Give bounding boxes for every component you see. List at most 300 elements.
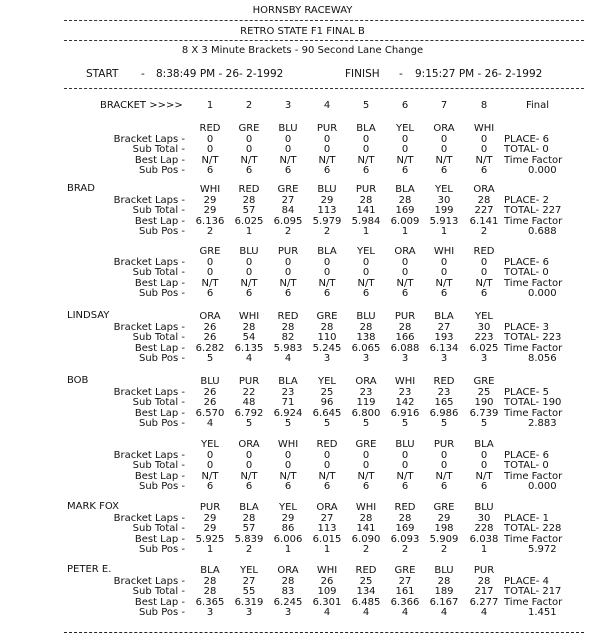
time-factor: 0.688 [528, 226, 557, 238]
event-name: RETRO STATE F1 FINAL B [240, 26, 365, 37]
cell-value: 6 [206, 165, 214, 177]
cell-value: 169 [395, 205, 415, 217]
cell-value: 29 [203, 523, 217, 535]
cell-value: 6.025 [469, 342, 499, 354]
cell-value: 27 [437, 321, 451, 333]
cell-value: 6.800 [351, 407, 381, 419]
lane-color: RED [473, 246, 495, 257]
place: PLACE- 6 [504, 133, 549, 145]
cell-value: 110 [317, 332, 337, 344]
cell-value: 28 [359, 194, 373, 206]
cell-value: 1 [401, 226, 409, 238]
cell-value: 3 [206, 607, 214, 619]
cell-value: 0 [284, 256, 292, 268]
cell-value: 0 [401, 449, 409, 461]
cell-value: 6 [480, 288, 488, 300]
cell-value: 2 [245, 544, 253, 556]
cell-value: 5 [401, 418, 409, 430]
lane-color: GRE [238, 123, 260, 134]
bracket-number: 2 [245, 100, 253, 111]
row-label: Sub Total - [132, 267, 185, 279]
cell-value: 6 [440, 288, 448, 300]
lane-color: ORA [473, 184, 495, 195]
cell-value: 6 [362, 288, 370, 300]
cell-value: 6.095 [273, 215, 303, 227]
report-title: HORNSBY RACEWAY [252, 5, 353, 16]
row-label: Sub Total - [132, 586, 185, 598]
cell-value: 6 [245, 165, 253, 177]
cell-value: 5.925 [195, 533, 225, 545]
lane-color: WHI [355, 502, 377, 513]
cell-value: 0 [323, 133, 331, 145]
cell-value: 6.739 [469, 407, 499, 419]
cell-value: N/T [240, 154, 258, 166]
row-label: Bracket Laps - [113, 194, 185, 206]
cell-value: 2 [206, 226, 214, 238]
cell-value: 4 [245, 353, 253, 365]
cell-value: 6.006 [273, 533, 303, 545]
lane-color: BLU [395, 439, 415, 450]
lane-color: BLA [278, 376, 298, 387]
cell-value: 0 [206, 449, 214, 461]
cell-value: 54 [242, 332, 256, 344]
cell-value: 0 [284, 460, 292, 472]
cell-value: 0 [245, 449, 253, 461]
lane-color: YEL [279, 502, 297, 513]
row-label: Sub Total - [132, 523, 185, 535]
cell-value: 29 [203, 512, 217, 524]
cell-value: 169 [395, 523, 415, 535]
cell-value: 6.365 [195, 596, 225, 608]
cell-value: 166 [395, 332, 415, 344]
lane-color: PUR [316, 123, 338, 134]
cell-value: 6.277 [469, 596, 499, 608]
place: PLACE- 4 [504, 575, 549, 587]
lane-color: RED [355, 565, 377, 576]
lane-color: ORA [238, 439, 260, 450]
cell-value: 0 [245, 256, 253, 268]
cell-value: N/T [240, 470, 258, 482]
cell-value: 109 [317, 586, 337, 598]
cell-value: 0 [362, 133, 370, 145]
cell-value: 29 [320, 194, 334, 206]
row-label: Sub Pos - [138, 165, 185, 177]
total: TOTAL- 0 [504, 267, 549, 279]
lane-color: ORA [199, 311, 221, 322]
lane-color: BLU [278, 123, 298, 134]
cell-value: 6 [401, 165, 409, 177]
cell-value: 5.984 [351, 215, 381, 227]
cell-value: 2 [440, 544, 448, 556]
time-factor: 5.972 [528, 544, 557, 556]
cell-value: 0 [323, 460, 331, 472]
place: PLACE- 2 [504, 194, 549, 206]
cell-value: 6 [401, 481, 409, 493]
row-label: Best Lap - [134, 342, 185, 354]
cell-value: N/T [357, 470, 375, 482]
cell-value: 2 [323, 226, 331, 238]
lane-color: ORA [394, 246, 416, 257]
cell-value: 71 [281, 397, 295, 409]
final-header: Final [526, 100, 550, 111]
cell-value: 28 [203, 586, 217, 598]
cell-value: N/T [357, 277, 375, 289]
cell-value: 30 [477, 321, 491, 333]
total: TOTAL- 190 [504, 397, 562, 409]
cell-value: 0 [401, 133, 409, 145]
row-label: Sub Pos - [138, 418, 185, 430]
cell-value: 0 [440, 133, 448, 145]
row-label: Sub Pos - [138, 607, 185, 619]
cell-value: 0 [440, 267, 448, 279]
driver-name: PETER E. [67, 564, 112, 575]
cell-value: 0 [284, 449, 292, 461]
cell-value: 141 [356, 205, 376, 217]
divider [64, 20, 584, 21]
total: TOTAL- 217 [504, 586, 562, 598]
cell-value: 1 [323, 544, 331, 556]
cell-value: 5 [480, 418, 488, 430]
cell-value: 28 [398, 512, 412, 524]
lane-color: BLU [356, 311, 376, 322]
row-label: Sub Pos - [138, 544, 185, 556]
lane-color: YEL [475, 311, 493, 322]
bracket-number: 1 [206, 100, 214, 111]
cell-value: 0 [480, 449, 488, 461]
total: TOTAL- 228 [504, 523, 562, 535]
bracket-number: 5 [362, 100, 370, 111]
lane-color: PUR [433, 439, 455, 450]
cell-value: 28 [477, 575, 491, 587]
place: PLACE- 5 [504, 386, 549, 398]
time-factor: 2.883 [528, 418, 557, 430]
cell-value: 0 [284, 144, 292, 156]
time-factor: 0.000 [528, 165, 557, 177]
cell-value: 6 [480, 481, 488, 493]
cell-value: 0 [362, 267, 370, 279]
cell-value: 0 [440, 256, 448, 268]
cell-value: 30 [437, 194, 451, 206]
total: TOTAL- 0 [504, 460, 549, 472]
row-label: Bracket Laps - [113, 321, 185, 333]
cell-value: 28 [242, 194, 256, 206]
place: PLACE- 1 [504, 512, 549, 524]
cell-value: N/T [318, 154, 336, 166]
cell-value: 0 [362, 256, 370, 268]
cell-value: 28 [437, 575, 451, 587]
start-label: START [86, 68, 119, 80]
lane-color: RED [316, 439, 338, 450]
cell-value: 0 [440, 144, 448, 156]
lane-color: GRE [433, 502, 455, 513]
cell-value: 25 [320, 386, 334, 398]
row-label: Sub Pos - [138, 288, 185, 300]
cell-value: 57 [242, 205, 256, 217]
row-label: Sub Pos - [138, 353, 185, 365]
cell-value: 0 [206, 133, 214, 145]
cell-value: 82 [281, 332, 295, 344]
lane-color: YEL [201, 439, 219, 450]
start-dash: - [141, 68, 145, 80]
cell-value: 4 [480, 607, 488, 619]
cell-value: 6 [362, 481, 370, 493]
cell-value: 223 [474, 332, 494, 344]
time-factor-label: Time Factor [504, 215, 563, 227]
cell-value: 5.983 [273, 342, 303, 354]
cell-value: 3 [401, 353, 409, 365]
lane-color: BLU [200, 376, 220, 387]
cell-value: 6 [284, 481, 292, 493]
cell-value: 28 [281, 575, 295, 587]
lane-color: BLA [317, 246, 337, 257]
cell-value: 6 [323, 288, 331, 300]
cell-value: 0 [245, 267, 253, 279]
lane-color: BLA [200, 565, 220, 576]
cell-value: 6 [206, 481, 214, 493]
cell-value: 27 [242, 575, 256, 587]
cell-value: 4 [323, 607, 331, 619]
time-factor-label: Time Factor [504, 407, 563, 419]
cell-value: 6.924 [273, 407, 303, 419]
time-factor-label: Time Factor [504, 596, 563, 608]
cell-value: 2 [480, 226, 488, 238]
cell-value: 0 [245, 460, 253, 472]
cell-value: 2 [401, 544, 409, 556]
cell-value: N/T [435, 154, 453, 166]
cell-value: 6.065 [351, 342, 381, 354]
cell-value: 4 [440, 607, 448, 619]
cell-value: N/T [318, 277, 336, 289]
cell-value: 3 [323, 353, 331, 365]
lane-color: BLU [434, 565, 454, 576]
lane-color: WHI [473, 123, 495, 134]
lane-color: WHI [394, 376, 416, 387]
bracket-number: 8 [480, 100, 488, 111]
cell-value: 3 [284, 607, 292, 619]
cell-value: 26 [203, 386, 217, 398]
cell-value: 190 [474, 397, 494, 409]
row-label: Best Lap - [134, 154, 185, 166]
divider [64, 632, 584, 633]
cell-value: N/T [475, 277, 493, 289]
cell-value: 5.979 [312, 215, 342, 227]
lane-color: BLU [239, 246, 259, 257]
lane-color: BLA [395, 184, 415, 195]
cell-value: 27 [281, 194, 295, 206]
cell-value: 4 [362, 607, 370, 619]
lane-color: GRE [277, 184, 299, 195]
cell-value: 6.038 [469, 533, 499, 545]
cell-value: 23 [281, 386, 295, 398]
row-label: Best Lap - [134, 215, 185, 227]
cell-value: 6.570 [195, 407, 225, 419]
lane-color: YEL [435, 184, 453, 195]
cell-value: 6 [245, 288, 253, 300]
cell-value: 0 [362, 144, 370, 156]
total: TOTAL- 223 [504, 332, 562, 344]
cell-value: N/T [279, 470, 297, 482]
cell-value: 28 [242, 512, 256, 524]
cell-value: 6.645 [312, 407, 342, 419]
cell-value: 0 [440, 449, 448, 461]
cell-value: 0 [245, 144, 253, 156]
lane-color: RED [433, 376, 455, 387]
cell-value: 6 [440, 481, 448, 493]
cell-value: 6 [362, 165, 370, 177]
row-label: Best Lap - [134, 533, 185, 545]
lane-color: PUR [277, 246, 299, 257]
lane-color: BLA [356, 123, 376, 134]
cell-value: 28 [398, 321, 412, 333]
cell-value: 0 [206, 267, 214, 279]
cell-value: 84 [281, 205, 295, 217]
cell-value: 27 [398, 575, 412, 587]
lane-color: GRE [199, 246, 221, 257]
cell-value: 28 [320, 321, 334, 333]
cell-value: 6.485 [351, 596, 381, 608]
cell-value: 119 [356, 397, 376, 409]
cell-value: 96 [320, 397, 334, 409]
cell-value: 113 [317, 205, 337, 217]
lane-color: RED [199, 123, 221, 134]
cell-value: 6.916 [390, 407, 420, 419]
cell-value: 28 [281, 321, 295, 333]
row-label: Sub Total - [132, 397, 185, 409]
cell-value: 5 [440, 418, 448, 430]
cell-value: N/T [201, 470, 219, 482]
cell-value: N/T [475, 154, 493, 166]
cell-value: 193 [434, 332, 454, 344]
place: PLACE- 3 [504, 321, 549, 333]
cell-value: 26 [203, 397, 217, 409]
cell-value: 0 [206, 256, 214, 268]
lane-color: YEL [357, 246, 375, 257]
finish-label: FINISH [345, 68, 380, 80]
finish-dash: - [399, 68, 403, 80]
cell-value: 4 [206, 418, 214, 430]
cell-value: 5 [245, 418, 253, 430]
cell-value: N/T [240, 277, 258, 289]
cell-value: 6 [323, 481, 331, 493]
lane-color: GRE [355, 439, 377, 450]
cell-value: 29 [281, 512, 295, 524]
cell-value: 1 [245, 226, 253, 238]
cell-value: 26 [203, 321, 217, 333]
cell-value: N/T [318, 470, 336, 482]
cell-value: 0 [362, 449, 370, 461]
cell-value: 25 [359, 575, 373, 587]
lane-color: ORA [355, 376, 377, 387]
cell-value: 0 [401, 144, 409, 156]
cell-value: 6.134 [429, 342, 459, 354]
bracket-number: 6 [401, 100, 409, 111]
cell-value: 6.009 [390, 215, 420, 227]
cell-value: 142 [395, 397, 415, 409]
cell-value: 28 [359, 512, 373, 524]
cell-value: 227 [474, 205, 494, 217]
time-factor-label: Time Factor [504, 342, 563, 354]
row-label: Sub Total - [132, 332, 185, 344]
lane-color: YEL [318, 376, 336, 387]
cell-value: 5 [206, 353, 214, 365]
cell-value: 1 [206, 544, 214, 556]
place: PLACE- 6 [504, 449, 549, 461]
row-label: Sub Total - [132, 144, 185, 156]
cell-value: 1 [362, 226, 370, 238]
race-format: 8 X 3 Minute Brackets - 90 Second Lane Change [181, 45, 424, 56]
row-label: Sub Pos - [138, 226, 185, 238]
cell-value: 0 [362, 460, 370, 472]
cell-value: 0 [323, 256, 331, 268]
cell-value: N/T [357, 154, 375, 166]
time-factor-label: Time Factor [504, 154, 563, 166]
lane-color: GRE [473, 376, 495, 387]
lane-color: GRE [316, 311, 338, 322]
cell-value: 4 [284, 353, 292, 365]
row-label: Best Lap - [134, 470, 185, 482]
lane-color: ORA [277, 565, 299, 576]
cell-value: 6.282 [195, 342, 225, 354]
cell-value: 6.088 [390, 342, 420, 354]
cell-value: 28 [242, 321, 256, 333]
lane-color: BLA [434, 311, 454, 322]
cell-value: 27 [320, 512, 334, 524]
cell-value: 5.839 [234, 533, 264, 545]
cell-value: N/T [435, 277, 453, 289]
lane-color: WHI [316, 565, 338, 576]
driver-name: BOB [67, 375, 89, 386]
cell-value: 55 [242, 586, 256, 598]
cell-value: 1 [284, 544, 292, 556]
cell-value: 5.909 [429, 533, 459, 545]
bracket-number: 3 [284, 100, 292, 111]
cell-value: 4 [401, 607, 409, 619]
cell-value: 161 [395, 586, 415, 598]
cell-value: 0 [401, 256, 409, 268]
cell-value: 2 [362, 544, 370, 556]
cell-value: 6.366 [390, 596, 420, 608]
cell-value: 0 [480, 144, 488, 156]
lane-color: ORA [433, 123, 455, 134]
cell-value: 0 [401, 267, 409, 279]
cell-value: 25 [477, 386, 491, 398]
divider [64, 88, 584, 89]
cell-value: 0 [480, 267, 488, 279]
lane-color: GRE [394, 565, 416, 576]
cell-value: 6 [401, 288, 409, 300]
total: TOTAL- 227 [504, 205, 562, 217]
cell-value: 6 [206, 288, 214, 300]
cell-value: N/T [435, 470, 453, 482]
time-factor: 0.000 [528, 481, 557, 493]
cell-value: 29 [203, 194, 217, 206]
cell-value: N/T [396, 154, 414, 166]
row-label: Bracket Laps - [113, 512, 185, 524]
row-label: Bracket Laps - [113, 133, 185, 145]
cell-value: N/T [279, 277, 297, 289]
row-label: Best Lap - [134, 407, 185, 419]
cell-value: 30 [477, 512, 491, 524]
cell-value: 3 [245, 607, 253, 619]
cell-value: 26 [203, 332, 217, 344]
cell-value: 138 [356, 332, 376, 344]
lane-color: ORA [316, 502, 338, 513]
cell-value: 5.913 [429, 215, 459, 227]
cell-value: 6.986 [429, 407, 459, 419]
cell-value: 199 [434, 205, 454, 217]
cell-value: 0 [480, 256, 488, 268]
cell-value: N/T [396, 277, 414, 289]
